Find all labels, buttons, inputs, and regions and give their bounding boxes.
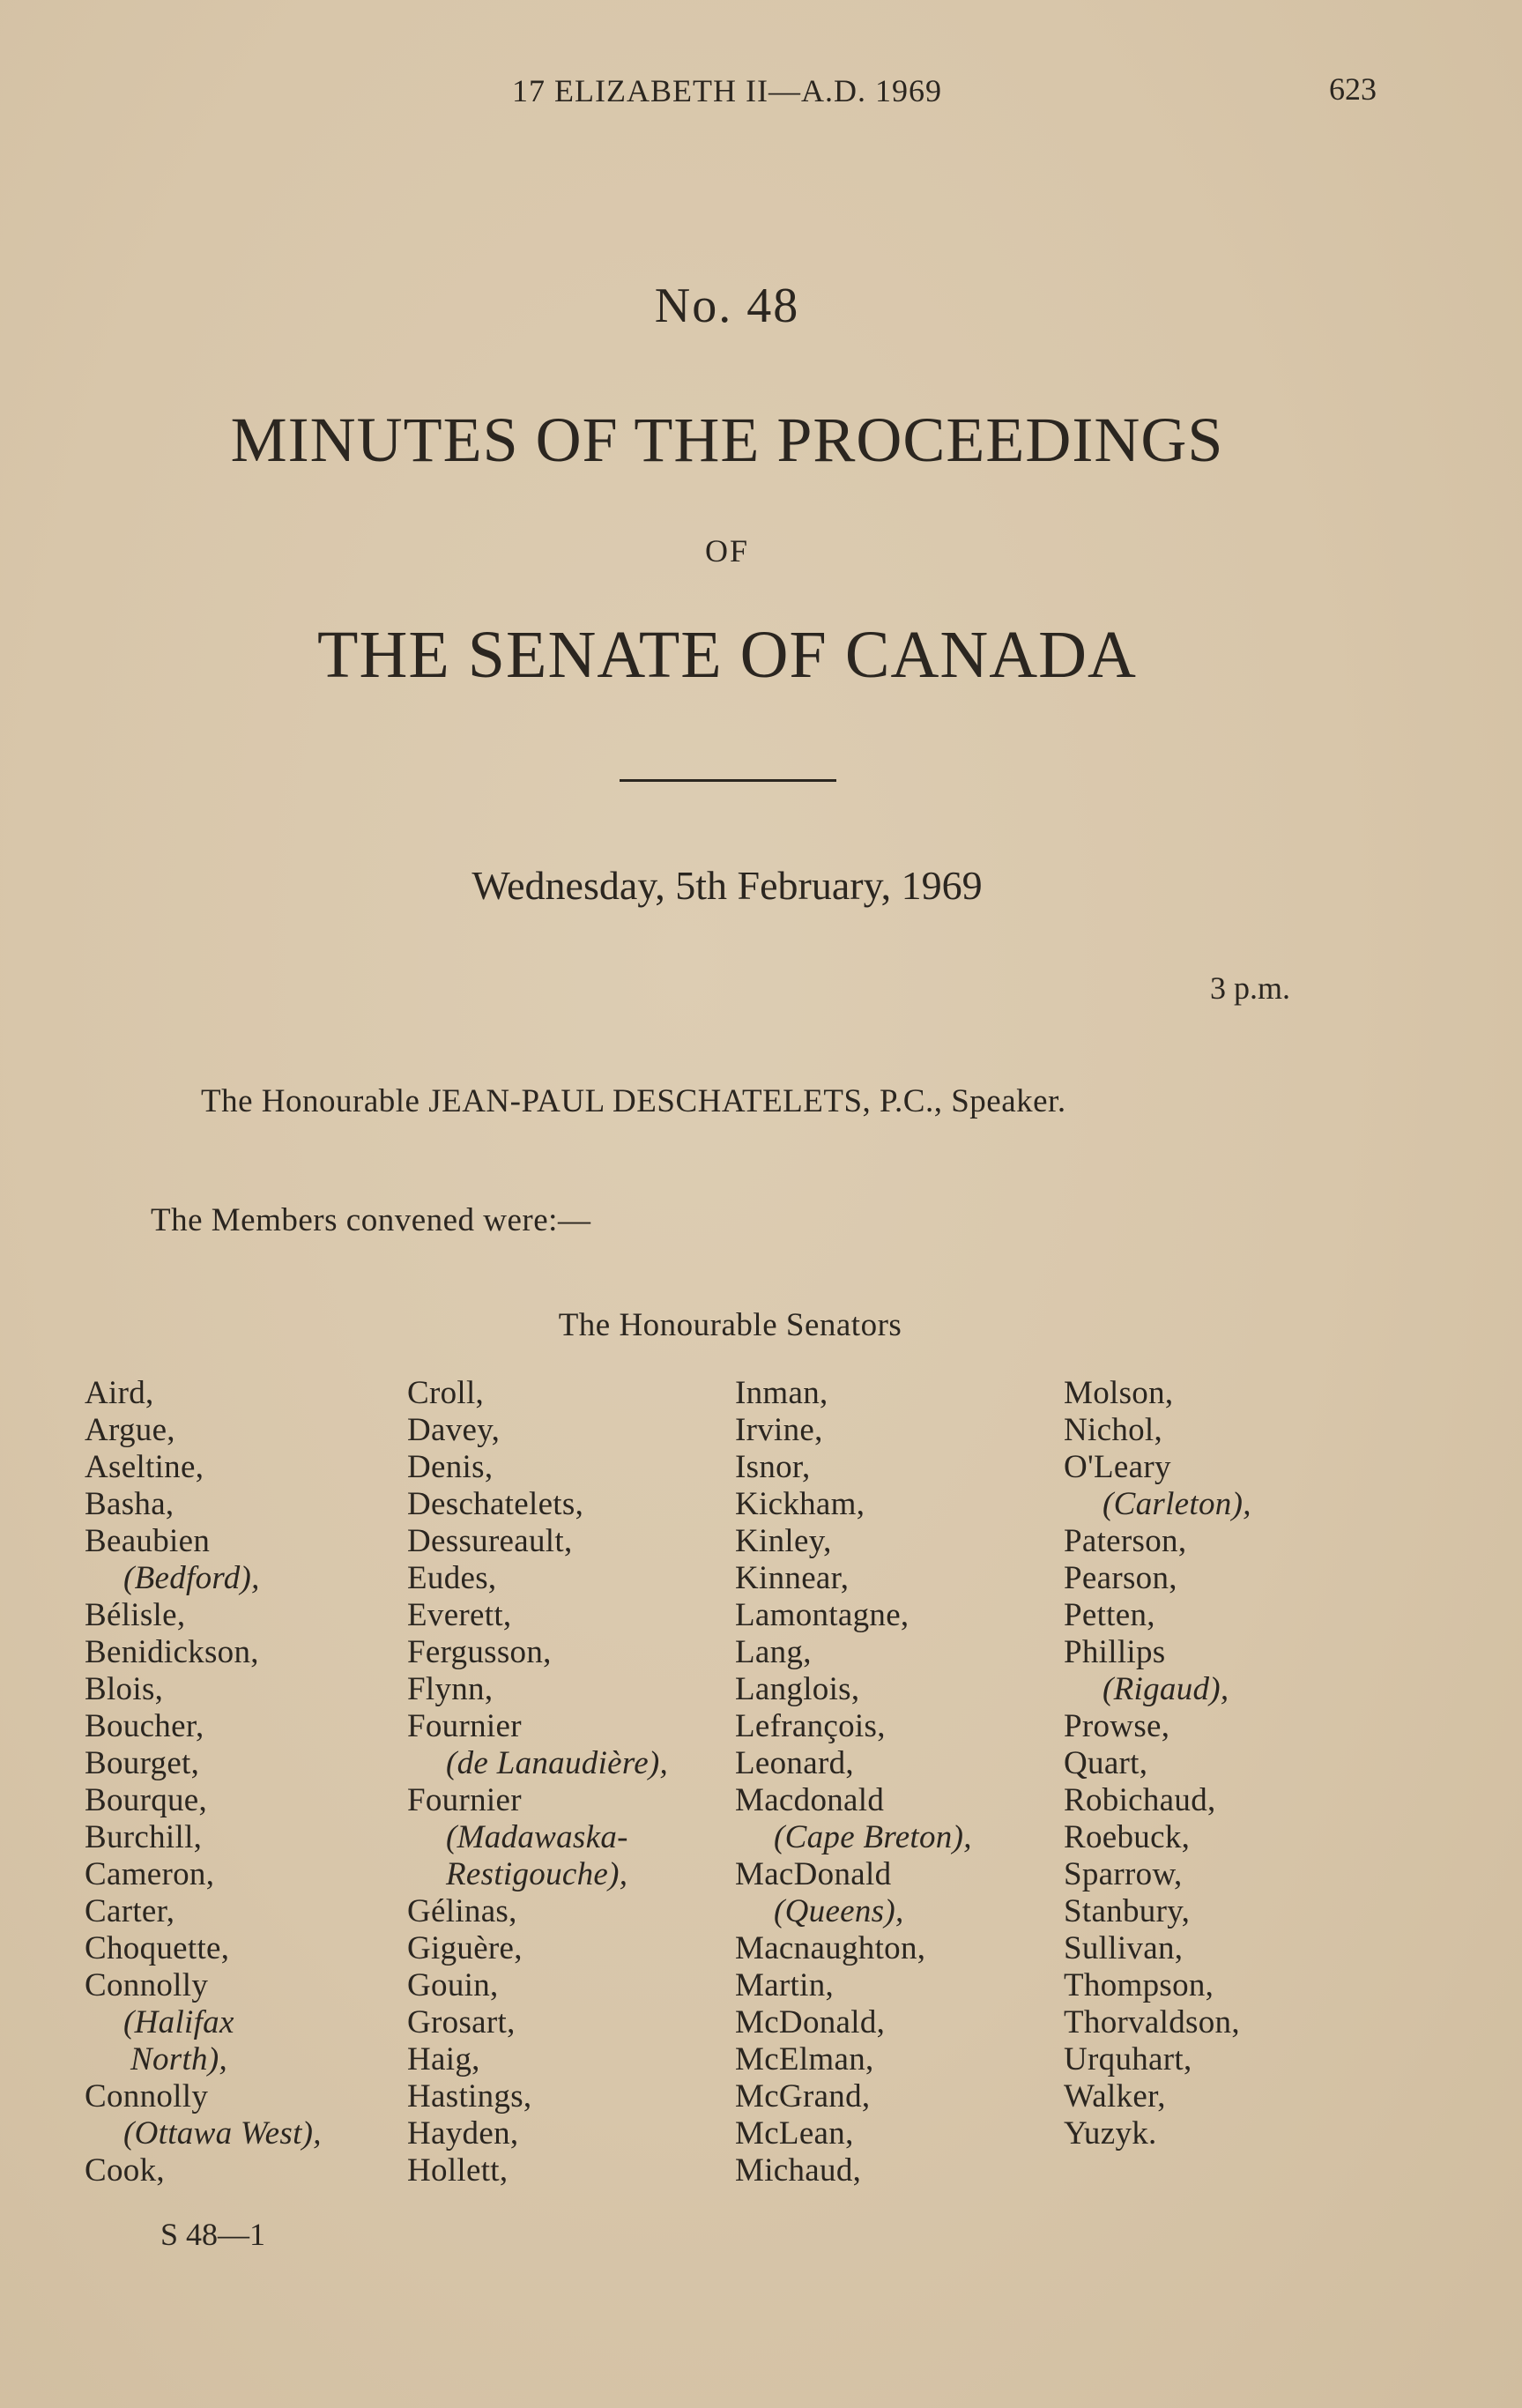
senator-name: Bourget, [85,1745,200,1781]
running-head: 17 ELIZABETH II—A.D. 1969 [512,73,942,108]
senator-name: Beaubien [85,1523,211,1559]
senator-name: Aseltine, [85,1449,204,1485]
senator-name: Phillips [1064,1634,1166,1670]
senator-name: Inman, [735,1375,828,1411]
page-number: 623 [1329,71,1377,107]
senator-name: Davey, [407,1412,501,1448]
senator-name: Grosart, [407,2004,516,2040]
senator-division: North), [130,2041,228,2077]
senator-name: Choquette, [85,1930,230,1966]
issue-number: No. 48 [654,279,800,333]
signature-mark: S 48—1 [160,2217,266,2252]
senator-name: Hastings, [407,2078,532,2114]
senators-column-1 [85,1375,322,2189]
senator-name: Fournier [407,1708,522,1744]
senator-name: Croll, [407,1375,485,1411]
senator-name: MacDonald [735,1856,892,1892]
senator-name: Isnor, [735,1449,811,1485]
senator-name: McGrand, [735,2078,871,2114]
senator-name: Macnaughton, [735,1930,926,1966]
senator-name: Boucher, [85,1708,204,1744]
senator-name: McElman, [735,2041,874,2077]
senator-name: O'Leary [1064,1449,1171,1485]
title-minutes: MINUTES OF THE PROCEEDINGS [230,405,1224,475]
senator-name: Prowse, [1064,1708,1170,1744]
senator-name: Roebuck, [1064,1819,1191,1855]
senator-name: Pearson, [1064,1560,1177,1596]
senator-name: Gélinas, [407,1893,517,1929]
senator-division: (Carleton), [1103,1486,1251,1522]
senator-name: Argue, [85,1412,175,1448]
senator-name: Langlois, [735,1671,860,1707]
session-date: Wednesday, 5th February, 1969 [471,863,983,908]
senator-name: Cameron, [85,1856,215,1892]
senator-name: Lefrançois, [735,1708,886,1744]
senator-name: Sparrow, [1064,1856,1183,1892]
senator-name: Urquhart, [1064,2041,1192,2077]
senators-column-3 [735,1375,972,2189]
senator-name: Thorvaldson, [1064,2004,1240,2040]
convened-line: The Members convened were:— [151,1202,591,1238]
senator-name: Benidickson, [85,1634,259,1670]
senator-name: Kickham, [735,1486,865,1522]
senators-column-2 [407,1375,668,2189]
senator-name: Fergusson, [407,1634,552,1670]
senator-name: Gouin, [407,1967,499,2003]
senator-name: Haig, [407,2041,480,2077]
senator-name: Lamontagne, [735,1597,909,1633]
senator-name: Walker, [1064,2078,1166,2114]
senator-name: Connolly [85,1967,209,2003]
senator-name: Hollett, [407,2152,509,2189]
senators-column-4 [1064,1375,1251,2152]
senator-division: Restigouche), [446,1856,628,1892]
senator-division: (Halifax [123,2004,234,2040]
senator-name: Quart, [1064,1745,1148,1781]
senators-heading: The Honourable Senators [558,1307,902,1343]
senator-name: Carter, [85,1893,175,1929]
speaker-line: The Honourable JEAN-PAUL DESCHATELETS, P.C., Speaker. [201,1083,1066,1119]
senator-name: Macdonald [735,1782,885,1818]
senator-name: Petten, [1064,1597,1155,1633]
senator-division: (Ottawa West), [123,2115,322,2152]
senator-name: McLean, [735,2115,854,2152]
senator-name: Basha, [85,1486,174,1522]
senator-division: (de Lanaudière), [446,1745,669,1781]
senator-name: Connolly [85,2078,209,2114]
senator-name: Fournier [407,1782,522,1818]
senator-name: Lang, [735,1634,812,1670]
senator-name: Bourque, [85,1782,208,1818]
senator-name: Stanbury, [1064,1893,1191,1929]
senator-name: Giguère, [407,1930,523,1966]
senator-name: Robichaud, [1064,1782,1216,1818]
senator-division: (Rigaud), [1103,1671,1229,1707]
title-divider [620,779,836,782]
senator-name: Blois, [85,1671,164,1707]
session-time: 3 p.m. [1210,970,1291,1006]
senator-division: (Bedford), [123,1560,260,1596]
senator-name: Sullivan, [1064,1930,1184,1966]
senator-name: Everett, [407,1597,512,1633]
senator-division: (Madawaska- [446,1819,628,1855]
senator-name: Irvine, [735,1412,823,1448]
senator-name: Burchill, [85,1819,203,1855]
senator-name: Hayden, [407,2115,519,2152]
senator-name: Eudes, [407,1560,497,1596]
senator-name: Molson, [1064,1375,1174,1411]
senator-name: Denis, [407,1449,494,1485]
senator-division: (Queens), [774,1893,904,1929]
senator-name: Martin, [735,1967,835,2003]
senator-name: Kinnear, [735,1560,850,1596]
senator-name: Dessureault, [407,1523,573,1559]
senator-name: Bélisle, [85,1597,186,1633]
senator-name: Paterson, [1064,1523,1187,1559]
senator-name: Nichol, [1064,1412,1163,1448]
senator-name: McDonald, [735,2004,886,2040]
senator-name: Aird, [85,1375,154,1411]
senator-name: Thompson, [1064,1967,1214,2003]
senator-name: Kinley, [735,1523,832,1559]
senator-name: Yuzyk. [1064,2115,1157,2152]
title-senate: THE SENATE OF CANADA [317,618,1137,692]
title-of: OF [704,533,750,569]
senator-name: Deschatelets, [407,1486,584,1522]
senator-name: Flynn, [407,1671,494,1707]
senator-name: Michaud, [735,2152,862,2189]
senator-name: Leonard, [735,1745,854,1781]
senator-division: (Cape Breton), [774,1819,972,1855]
senator-name: Cook, [85,2152,165,2189]
